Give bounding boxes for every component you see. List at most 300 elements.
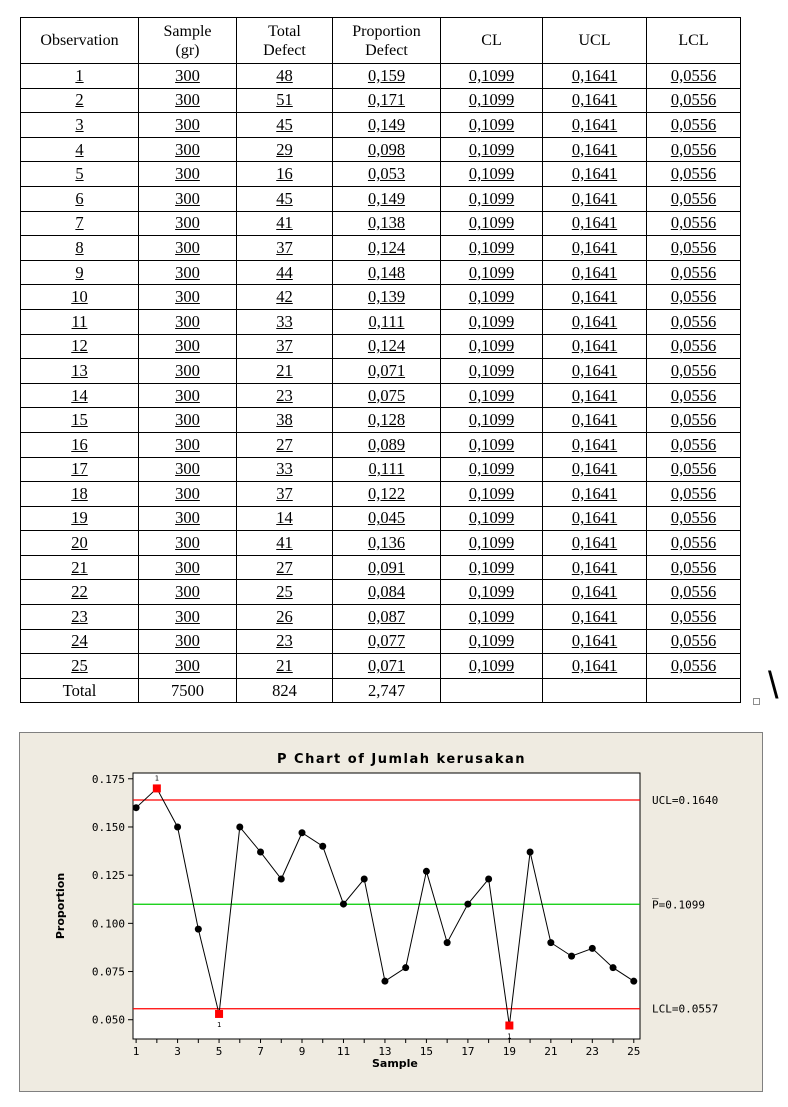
cell-value: 27: [276, 557, 293, 577]
table-cell: [647, 334, 741, 359]
column-header-text: (gr): [175, 41, 200, 59]
data-point: [423, 868, 430, 875]
data-point: [568, 953, 575, 960]
table-cell: [237, 137, 333, 162]
cell-value: 0,1099: [468, 287, 515, 307]
cell-value: 0,0556: [670, 606, 717, 626]
table-cell: [441, 506, 543, 531]
table-cell: [441, 580, 543, 605]
table-row: [21, 383, 741, 408]
table-cell: [441, 64, 543, 89]
cell-value: 824: [272, 680, 297, 700]
table-cell: [237, 482, 333, 507]
table-cell: [21, 113, 139, 138]
cell-value: 0,1099: [468, 410, 515, 430]
cell-value: 37: [276, 336, 293, 356]
cell-value: 12: [71, 336, 88, 356]
cell-value: 0,171: [367, 90, 406, 110]
table-cell: [139, 162, 237, 187]
table-cell: [441, 186, 543, 211]
table-cell: [237, 408, 333, 433]
table-cell: [647, 408, 741, 433]
cell-value: 0,1099: [468, 213, 515, 233]
cell-value: 0,124: [367, 336, 406, 356]
data-point: [402, 964, 409, 971]
cell-value: 23: [276, 385, 293, 405]
table-cell: [543, 285, 647, 310]
cell-value: 0,1641: [571, 262, 618, 282]
cell-value: 11: [71, 311, 88, 331]
cell-value: 300: [175, 410, 200, 430]
table-row: [21, 580, 741, 605]
cell-value: 0,0556: [670, 582, 717, 602]
data-point: [340, 901, 347, 908]
cell-value: 0,1641: [571, 213, 618, 233]
data-point: [464, 901, 471, 908]
table-cell: [139, 580, 237, 605]
table-cell: [237, 162, 333, 187]
cell-value: 300: [175, 459, 200, 479]
table-cell: [21, 162, 139, 187]
table-row: [21, 64, 741, 89]
table-cell: [237, 580, 333, 605]
chart-title: P Chart of Jumlah kerusakan: [277, 752, 526, 767]
cell-value: 300: [175, 656, 200, 676]
table-cell: [21, 137, 139, 162]
table-cell: [333, 186, 441, 211]
table-cell: [333, 457, 441, 482]
x-tick-label: 3: [174, 1045, 181, 1058]
table-cell: [333, 211, 441, 236]
table-cell: [237, 309, 333, 334]
cell-value: 29: [276, 139, 293, 159]
table-cell: [543, 359, 647, 384]
table-cell: [21, 629, 139, 654]
table-cell: [441, 654, 543, 679]
cell-value: 0,1099: [468, 631, 515, 651]
cell-value: 0,1099: [468, 434, 515, 454]
cell-value: 0,1099: [468, 65, 515, 85]
table-cell: [21, 678, 139, 703]
cell-value: 21: [71, 557, 88, 577]
table-row: [21, 236, 741, 261]
table-cell: [647, 555, 741, 580]
table-cell: [237, 236, 333, 261]
table-row: [21, 555, 741, 580]
table-cell: [139, 309, 237, 334]
cell-value: 0,159: [367, 65, 406, 85]
table-cell: [237, 285, 333, 310]
column-header-text: Sample: [163, 22, 212, 40]
cell-value: 0,139: [367, 287, 406, 307]
cell-value: 48: [276, 65, 293, 85]
column-header: [543, 18, 647, 64]
table-cell: [237, 457, 333, 482]
table-cell: [441, 162, 543, 187]
cell-value: 8: [75, 237, 84, 257]
cell-value: 0,1641: [571, 65, 618, 85]
cell-value: 24: [71, 631, 88, 651]
y-tick-label: 0.175: [91, 772, 125, 786]
cell-value: 0,0556: [670, 385, 717, 405]
table-cell: [333, 162, 441, 187]
cell-value: 0,1099: [468, 164, 515, 184]
out-of-control-point: [153, 784, 161, 792]
table-cell: [543, 580, 647, 605]
table-cell: [139, 432, 237, 457]
table-cell: [237, 531, 333, 556]
cell-value: 0,1641: [571, 188, 618, 208]
cell-value: 0,077: [367, 631, 406, 651]
cell-value: 0,084: [367, 582, 406, 602]
column-header: [139, 18, 237, 64]
cell-value: 9: [75, 262, 84, 282]
table-cell: [21, 506, 139, 531]
table-cell: [543, 605, 647, 630]
table-cell: [441, 383, 543, 408]
resize-handle[interactable]: [753, 698, 760, 705]
trailing-mark: \: [768, 665, 779, 707]
cell-value: 26: [276, 606, 293, 626]
column-header-text: LCL: [678, 32, 709, 49]
cell-value: 33: [276, 459, 293, 479]
table-cell: [21, 555, 139, 580]
cell-value: 300: [175, 557, 200, 577]
table-cell: [543, 482, 647, 507]
cell-value: 0,0556: [670, 336, 717, 356]
cell-value: 0,1641: [571, 90, 618, 110]
table-cell: [543, 137, 647, 162]
out-of-control-point: [505, 1022, 513, 1030]
data-point: [630, 978, 637, 985]
cell-value: 15: [71, 410, 88, 430]
table-cell: [21, 654, 139, 679]
reference-line-label: P̅=0.1099: [652, 898, 705, 912]
table-cell: [21, 359, 139, 384]
cell-value: 300: [175, 385, 200, 405]
y-tick-label: 0.125: [91, 869, 125, 883]
cell-value: 0,1099: [468, 582, 515, 602]
cell-value: 0,149: [367, 188, 406, 208]
cell-value: 300: [175, 237, 200, 257]
table-cell: [333, 654, 441, 679]
table-cell: [441, 482, 543, 507]
cell-value: 300: [175, 631, 200, 651]
cell-value: 0,0556: [670, 459, 717, 479]
cell-value: 0,1099: [468, 262, 515, 282]
cell-value: 7: [75, 213, 84, 233]
column-header-text: Observation: [40, 32, 119, 49]
cell-value: 0,148: [367, 262, 406, 282]
table-cell: [139, 555, 237, 580]
cell-value: 0,1641: [571, 311, 618, 331]
cell-value: 0,071: [367, 360, 406, 380]
table-row: [21, 408, 741, 433]
cell-value: 5: [75, 164, 84, 184]
data-point: [195, 926, 202, 933]
table-row: [21, 506, 741, 531]
cell-value: 18: [71, 483, 88, 503]
table-cell: [333, 236, 441, 261]
total-row: [21, 678, 741, 703]
cell-value: 300: [175, 139, 200, 159]
table-cell: [139, 334, 237, 359]
cell-value: 0,1099: [468, 336, 515, 356]
cell-value: 0,1641: [571, 287, 618, 307]
table-cell: [21, 88, 139, 113]
p-chart: [19, 732, 763, 1092]
table-cell: [333, 285, 441, 310]
table-cell: [647, 506, 741, 531]
table-cell: [647, 137, 741, 162]
cell-value: 0,1641: [571, 410, 618, 430]
cell-value: 23: [276, 631, 293, 651]
cell-value: 41: [276, 533, 293, 553]
table-cell: [647, 531, 741, 556]
cell-value: 0,0556: [670, 262, 717, 282]
x-tick-label: 5: [215, 1045, 223, 1058]
table-cell: [647, 162, 741, 187]
cell-value: 0,1099: [468, 360, 515, 380]
cell-value: 7500: [171, 680, 204, 700]
table-row: [21, 334, 741, 359]
column-header-text: Defect: [263, 41, 306, 59]
cell-value: 0,071: [367, 656, 406, 676]
cell-value: 300: [175, 311, 200, 331]
table-cell: [333, 678, 441, 703]
cell-value: 0,1099: [468, 533, 515, 553]
cell-value: 0,0556: [670, 139, 717, 159]
y-tick-label: 0.100: [91, 917, 125, 931]
table-cell: [647, 359, 741, 384]
cell-value: 300: [175, 262, 200, 282]
cell-value: 0,091: [367, 557, 406, 577]
table-row: [21, 482, 741, 507]
cell-value: 0,1641: [571, 606, 618, 626]
table-cell: [21, 211, 139, 236]
cell-value: 1: [75, 65, 84, 85]
column-header-text: Proportion: [352, 22, 421, 40]
table-cell: [543, 162, 647, 187]
data-point: [133, 804, 140, 811]
table-cell: [647, 285, 741, 310]
table-cell: [543, 654, 647, 679]
cell-value: 0,1641: [571, 336, 618, 356]
reference-line-label: LCL=0.0557: [652, 1002, 719, 1016]
table-cell: [647, 260, 741, 285]
table-cell: [543, 309, 647, 334]
table-cell: [647, 678, 741, 703]
table-cell: [543, 457, 647, 482]
table-cell: [441, 260, 543, 285]
cell-value: 300: [175, 90, 200, 110]
column-header: [441, 18, 543, 64]
table-cell: [21, 334, 139, 359]
cell-value: 38: [276, 410, 293, 430]
reference-line-label: UCL=0.1640: [652, 793, 719, 807]
table-cell: [237, 113, 333, 138]
table-cell: [139, 211, 237, 236]
table-cell: [21, 482, 139, 507]
data-point: [278, 876, 285, 883]
cell-value: 0,0556: [670, 287, 717, 307]
table-cell: [543, 334, 647, 359]
table-cell: [441, 678, 543, 703]
table-cell: [139, 605, 237, 630]
cell-value: 0,089: [367, 434, 406, 454]
data-point: [381, 978, 388, 985]
table-cell: [333, 260, 441, 285]
cell-value: 0,1099: [468, 237, 515, 257]
x-tick-label: 1: [132, 1045, 140, 1058]
cell-value: 0,1099: [468, 483, 515, 503]
table-cell: [647, 113, 741, 138]
cell-value: 0,0556: [670, 188, 717, 208]
table-cell: [21, 186, 139, 211]
cell-value: 0,075: [367, 385, 406, 405]
cell-value: 23: [71, 606, 88, 626]
column-header-text: Defect: [365, 41, 408, 59]
cell-value: 300: [175, 582, 200, 602]
x-tick-label: 7: [257, 1045, 264, 1058]
x-axis-label: Sample: [371, 1057, 418, 1070]
cell-value: 51: [276, 90, 293, 110]
cell-value: 0,0556: [670, 311, 717, 331]
table-cell: [543, 260, 647, 285]
table-cell: [237, 605, 333, 630]
cell-value: 0,1641: [571, 385, 618, 405]
table-cell: [441, 531, 543, 556]
out-of-control-point: [215, 1010, 223, 1018]
x-tick-label: 13: [378, 1045, 392, 1058]
data-point: [361, 876, 368, 883]
cell-value: 0,1099: [468, 188, 515, 208]
cell-value: 300: [175, 114, 200, 134]
cell-value: 300: [175, 287, 200, 307]
column-header: [237, 18, 333, 64]
table-cell: [647, 629, 741, 654]
cell-value: 0,0556: [670, 213, 717, 233]
table-cell: [543, 555, 647, 580]
cell-value: 0,045: [367, 508, 406, 528]
table-cell: [139, 457, 237, 482]
cell-value: 300: [175, 164, 200, 184]
table-cell: [543, 506, 647, 531]
table-row: [21, 457, 741, 482]
table-cell: [139, 88, 237, 113]
table-cell: [441, 113, 543, 138]
column-header-text: UCL: [578, 32, 611, 49]
data-point: [257, 849, 264, 856]
table-cell: [333, 482, 441, 507]
cell-value: 0,1641: [571, 533, 618, 553]
cell-value: 4: [75, 139, 84, 159]
cell-value: 0,136: [367, 533, 406, 553]
cell-value: 300: [175, 508, 200, 528]
table-cell: [441, 605, 543, 630]
table-row: [21, 88, 741, 113]
table-cell: [647, 211, 741, 236]
table-cell: [333, 432, 441, 457]
out-of-control-marker: 1: [216, 1020, 222, 1029]
table-cell: [139, 186, 237, 211]
table-row: [21, 359, 741, 384]
table-row: [21, 654, 741, 679]
cell-value: 0,0556: [670, 237, 717, 257]
table-cell: [441, 408, 543, 433]
x-tick-label: 9: [298, 1045, 306, 1058]
cell-value: 0,0556: [670, 508, 717, 528]
table-cell: [139, 64, 237, 89]
table-cell: [647, 482, 741, 507]
table-cell: [441, 555, 543, 580]
table-cell: [333, 88, 441, 113]
table-cell: [139, 285, 237, 310]
table-cell: [333, 408, 441, 433]
table-cell: [543, 64, 647, 89]
cell-value: 0,111: [368, 459, 405, 479]
table-cell: [333, 580, 441, 605]
cell-value: 0,0556: [670, 114, 717, 134]
cell-value: 45: [276, 114, 293, 134]
table-cell: [543, 211, 647, 236]
x-tick-label: 21: [544, 1045, 558, 1058]
table-cell: [647, 654, 741, 679]
table-cell: [21, 383, 139, 408]
table-cell: [647, 457, 741, 482]
data-point: [610, 964, 617, 971]
data-point: [299, 829, 306, 836]
data-point: [589, 945, 596, 952]
table-cell: [139, 629, 237, 654]
table-cell: [647, 432, 741, 457]
table-cell: [647, 186, 741, 211]
table-cell: [543, 186, 647, 211]
table-cell: [21, 580, 139, 605]
table-cell: [333, 334, 441, 359]
cell-value: 0,1099: [468, 508, 515, 528]
table-cell: [441, 88, 543, 113]
table-cell: [237, 334, 333, 359]
cell-value: 0,1099: [468, 385, 515, 405]
table-row: [21, 629, 741, 654]
table-cell: [441, 334, 543, 359]
table-row: [21, 137, 741, 162]
table-row: [21, 531, 741, 556]
table-cell: [441, 629, 543, 654]
cell-value: 0,0556: [670, 533, 717, 553]
data-point: [174, 823, 181, 830]
table-cell: [647, 88, 741, 113]
out-of-control-marker: 1: [507, 1032, 512, 1041]
table-cell: [21, 408, 139, 433]
table-cell: [237, 211, 333, 236]
table-row: [21, 162, 741, 187]
table-cell: [333, 629, 441, 654]
cell-value: 44: [276, 262, 293, 282]
table-cell: [543, 113, 647, 138]
cell-value: 16: [71, 434, 88, 454]
cell-value: 0,1099: [468, 114, 515, 134]
table-cell: [237, 64, 333, 89]
cell-value: 0,128: [367, 410, 406, 430]
column-header: [21, 18, 139, 64]
table-row: [21, 309, 741, 334]
table-row: [21, 605, 741, 630]
table-cell: [647, 236, 741, 261]
data-point: [485, 876, 492, 883]
cell-value: 21: [276, 656, 293, 676]
